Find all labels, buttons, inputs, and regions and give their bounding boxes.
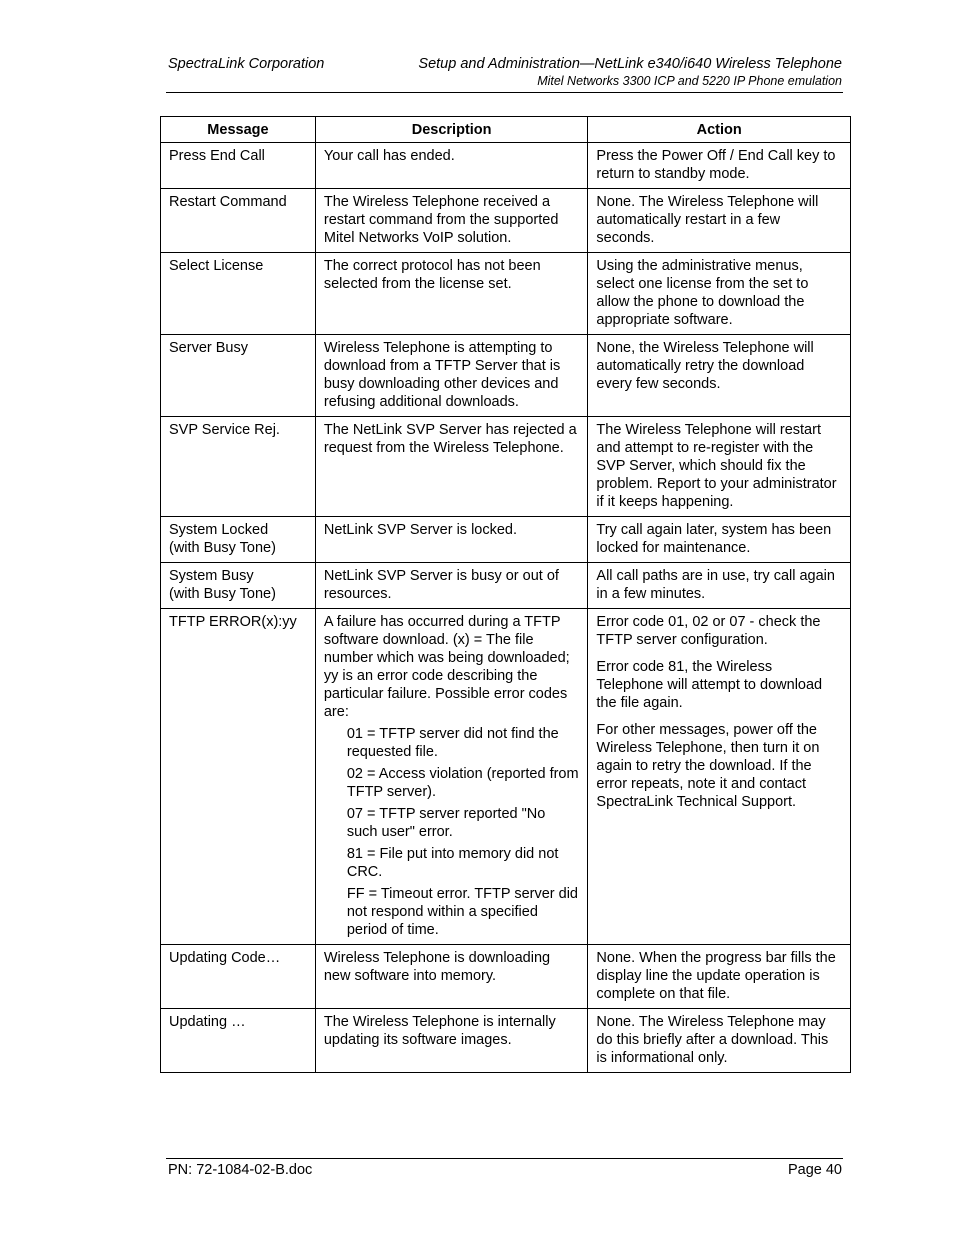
header-title-line2: Mitel Networks 3300 ICP and 5220 IP Phone emulation bbox=[537, 74, 842, 88]
description-text: The NetLink SVP Server has rejected a request from the Wireless Telephone. bbox=[323, 422, 577, 456]
description-cell bbox=[315, 563, 588, 609]
action-text: Error code 01, 02 or 07 - check the TFTP server configuration. bbox=[596, 614, 821, 648]
action-cell bbox=[588, 335, 851, 417]
action-text: For other messages, power off the Wireless Telephone, then turn it on again to retry the download. If the error repeats, note it and contact SpectraLink Technical Support. bbox=[596, 722, 820, 810]
action-text: Press the Power Off / End Call key to return to standby mode. bbox=[596, 148, 836, 182]
message-text: Server Busy bbox=[169, 340, 248, 356]
message-text: System Locked (with Busy Tone) bbox=[169, 522, 276, 556]
message-text: Updating Code… bbox=[169, 950, 281, 966]
column-header-message: Message bbox=[161, 117, 316, 143]
message-cell bbox=[161, 945, 316, 1009]
description-cell bbox=[315, 335, 588, 417]
table-row bbox=[161, 143, 851, 189]
description-cell bbox=[315, 417, 588, 517]
description-text: Wireless Telephone is attempting to download from a TFTP Server that is busy downloading other devices and refusing additional downloads. bbox=[323, 340, 561, 410]
error-code-item: 02 = Access violation (reported from TFTP server). bbox=[346, 766, 579, 800]
table-row bbox=[161, 189, 851, 253]
action-cell bbox=[588, 945, 851, 1009]
description-text: Wireless Telephone is downloading new software into memory. bbox=[323, 950, 551, 984]
column-header-description: Description bbox=[315, 117, 588, 143]
error-code-item: 81 = File put into memory did not CRC. bbox=[346, 846, 559, 880]
error-code-item: 01 = TFTP server did not find the requested file. bbox=[346, 726, 559, 760]
action-text: All call paths are in use, try call again in a few minutes. bbox=[596, 568, 835, 602]
error-code-item: FF = Timeout error. TFTP server did not respond within a specified period of time. bbox=[346, 886, 578, 938]
description-text: A failure has occurred during a TFTP software download. (x) = The file number which was being downloaded; yy is an error code describing the particular failure. Possible error codes are: bbox=[323, 614, 570, 720]
message-text: Press End Call bbox=[169, 148, 265, 164]
message-cell bbox=[161, 609, 316, 945]
action-cell bbox=[588, 253, 851, 335]
action-text: Try call again later, system has been locked for maintenance. bbox=[596, 522, 832, 556]
message-cell bbox=[161, 335, 316, 417]
header-title bbox=[418, 56, 842, 89]
action-text: Error code 81, the Wireless Telephone will attempt to download the file again. bbox=[596, 659, 823, 711]
action-text: Using the administrative menus, select one license from the set to allow the phone to download the appropriate software. bbox=[596, 258, 809, 328]
footer-part-number: PN: 72-1084-02-B.doc bbox=[168, 1162, 313, 1178]
description-text: The Wireless Telephone received a restart command from the supported Mitel Networks VoIP solution. bbox=[323, 194, 559, 246]
action-cell bbox=[588, 563, 851, 609]
message-cell bbox=[161, 143, 316, 189]
table-row bbox=[161, 1009, 851, 1073]
footer-page-number: Page 40 bbox=[787, 1162, 842, 1178]
description-text: Your call has ended. bbox=[323, 148, 455, 164]
description-cell bbox=[315, 253, 588, 335]
action-text: None. The Wireless Telephone may do this briefly after a download. This is informational only. bbox=[596, 1014, 829, 1066]
description-cell bbox=[315, 945, 588, 1009]
action-text: None. When the progress bar fills the display line the update operation is complete on that file. bbox=[596, 950, 836, 1002]
message-cell bbox=[161, 517, 316, 563]
message-cell bbox=[161, 1009, 316, 1073]
action-cell bbox=[588, 517, 851, 563]
header-rule bbox=[166, 92, 843, 93]
header-company: SpectraLink Corporation bbox=[168, 56, 325, 72]
message-cell bbox=[161, 563, 316, 609]
message-cell bbox=[161, 253, 316, 335]
description-text: NetLink SVP Server is locked. bbox=[323, 522, 518, 538]
message-text: TFTP ERROR(x):yy bbox=[169, 614, 297, 630]
header-title-line1: Setup and Administration—NetLink e340/i640 Wireless Telephone bbox=[418, 56, 842, 72]
table-row bbox=[161, 517, 851, 563]
message-text: Restart Command bbox=[169, 194, 287, 210]
description-text: The Wireless Telephone is internally updating its software images. bbox=[323, 1014, 556, 1048]
action-cell bbox=[588, 417, 851, 517]
action-cell bbox=[588, 143, 851, 189]
error-code-item: 07 = TFTP server reported "No such user" error. bbox=[346, 806, 546, 840]
action-text: None. The Wireless Telephone will automatically restart in a few seconds. bbox=[596, 194, 819, 246]
message-cell bbox=[161, 417, 316, 517]
description-cell bbox=[315, 1009, 588, 1073]
column-header-action: Action bbox=[588, 117, 851, 143]
action-cell bbox=[588, 609, 851, 945]
footer-rule bbox=[166, 1158, 843, 1159]
table-row bbox=[161, 335, 851, 417]
table-row bbox=[161, 609, 851, 945]
table-row bbox=[161, 563, 851, 609]
description-text: The correct protocol has not been selected from the license set. bbox=[323, 258, 541, 292]
table-body bbox=[161, 143, 851, 1073]
table-row bbox=[161, 945, 851, 1009]
description-cell bbox=[315, 517, 588, 563]
action-text: None, the Wireless Telephone will automatically retry the download every few seconds. bbox=[596, 340, 814, 392]
error-code-list bbox=[347, 725, 580, 939]
message-text: System Busy (with Busy Tone) bbox=[169, 568, 276, 602]
message-text: SVP Service Rej. bbox=[169, 422, 280, 438]
action-cell bbox=[588, 1009, 851, 1073]
table-row bbox=[161, 253, 851, 335]
table-row bbox=[161, 417, 851, 517]
message-text: Select License bbox=[169, 258, 264, 274]
description-cell bbox=[315, 189, 588, 253]
description-cell bbox=[315, 143, 588, 189]
description-cell bbox=[315, 609, 588, 945]
action-text: The Wireless Telephone will restart and attempt to re-register with the SVP Server, which should fix the problem. Report to your administrator if it keeps happening. bbox=[596, 422, 837, 510]
message-cell bbox=[161, 189, 316, 253]
description-text: NetLink SVP Server is busy or out of resources. bbox=[323, 568, 559, 602]
table-header-row bbox=[161, 117, 851, 143]
message-table bbox=[160, 116, 851, 1073]
action-cell bbox=[588, 189, 851, 253]
message-text: Updating … bbox=[169, 1014, 246, 1030]
